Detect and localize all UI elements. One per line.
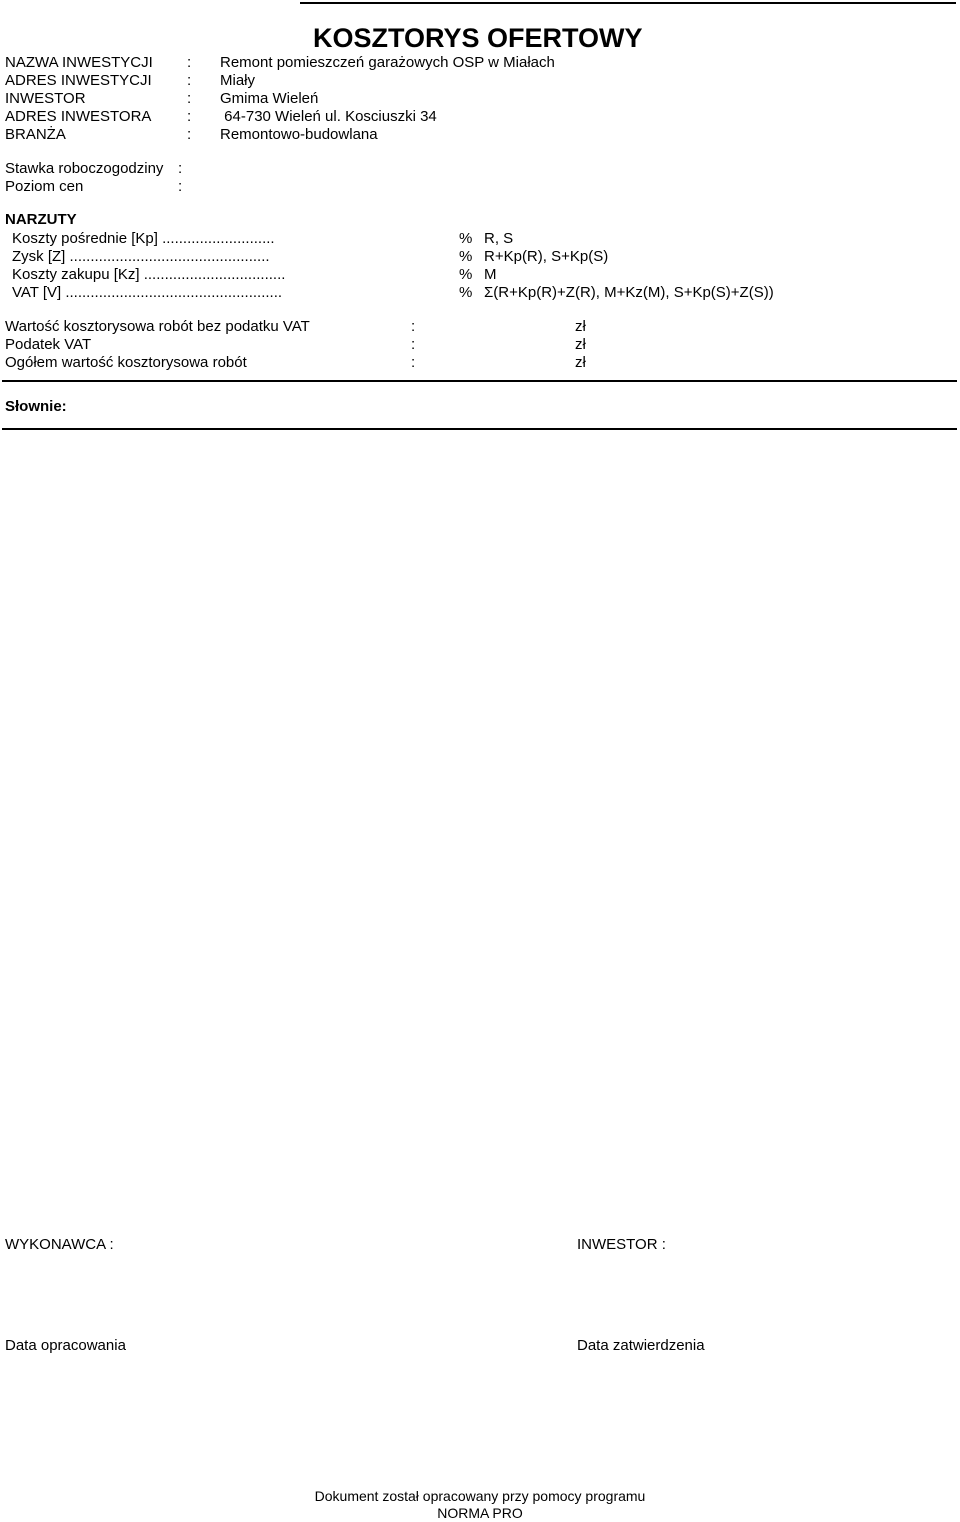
header-value-inwestor: Gmima Wieleń xyxy=(220,90,319,107)
header-value-nazwa: Remont pomieszczeń garażowych OSP w Miałach xyxy=(220,54,555,71)
header-sep-adres-inwestycji: : xyxy=(187,72,192,89)
narzut-unit-kp: % xyxy=(459,230,473,247)
header-label-adres-inwestora: ADRES INWESTORA xyxy=(5,108,152,125)
total-currency-netto: zł xyxy=(575,318,586,335)
narzuty-heading: NARZUTY xyxy=(5,211,77,228)
header-sep-adres-inwestora: : xyxy=(187,108,192,125)
total-label-ogolem: Ogółem wartość kosztorysowa robót xyxy=(5,354,247,371)
total-label-netto: Wartość kosztorysowa robót bez podatku VAT xyxy=(5,318,310,335)
document-title: KOSZTORYS OFERTOWY xyxy=(313,23,643,53)
narzut-basis-vat: Σ(R+Kp(R)+Z(R), M+Kz(M), S+Kp(S)+Z(S)) xyxy=(484,284,774,301)
header-value-adres-inwestycji: Miały xyxy=(220,72,256,89)
narzut-label-vat: VAT [V] .................................................... xyxy=(12,284,283,301)
rate-label-stawka: Stawka roboczogodziny xyxy=(5,160,164,177)
data-zatwierdzenia-label: Data zatwierdzenia xyxy=(577,1337,705,1354)
header-sep-nazwa: : xyxy=(187,54,192,71)
rate-sep-stawka: : xyxy=(178,160,183,177)
header-label-inwestor: INWESTOR xyxy=(5,90,86,107)
rate-label-poziom: Poziom cen xyxy=(5,178,84,195)
header-value-branza: Remontowo-budowlana xyxy=(220,126,378,143)
narzut-label-kp: Koszty pośrednie [Kp] ........................... xyxy=(12,230,275,247)
narzut-basis-kp: R, S xyxy=(484,230,514,247)
narzut-label-z: Zysk [Z] ................................................ xyxy=(12,248,270,265)
header-value-adres-inwestora: 64-730 Wieleń ul. Kosciuszki 34 xyxy=(220,108,437,125)
total-label-vat: Podatek VAT xyxy=(5,336,92,353)
header-label-adres-inwestycji: ADRES INWESTYCJI xyxy=(5,72,152,89)
narzut-basis-z: R+Kp(R), S+Kp(S) xyxy=(484,248,609,265)
footer xyxy=(0,1488,960,1522)
data-opracowania-label: Data opracowania xyxy=(5,1337,126,1354)
total-sep-ogolem: : xyxy=(411,354,416,371)
header-label-branza: BRANŻA xyxy=(5,126,66,143)
narzut-unit-vat: % xyxy=(459,284,473,301)
header-sep-inwestor: : xyxy=(187,90,192,107)
inwestor-signature-label: INWESTOR : xyxy=(577,1236,666,1253)
narzut-label-kz: Koszty zakupu [Kz] .................................. xyxy=(12,266,286,283)
total-currency-ogolem: zł xyxy=(575,354,586,371)
rate-sep-poziom: : xyxy=(178,178,183,195)
footer-line-1: Dokument został opracowany przy pomocy programu xyxy=(314,1488,646,1504)
total-currency-vat: zł xyxy=(575,336,586,353)
slownie-label: Słownie: xyxy=(5,398,67,415)
total-sep-vat: : xyxy=(411,336,416,353)
footer-line-2: NORMA PRO xyxy=(437,1505,523,1521)
narzut-unit-kz: % xyxy=(459,266,473,283)
totals-rule xyxy=(2,380,957,382)
header-label-nazwa: NAZWA INWESTYCJI xyxy=(5,54,153,71)
total-sep-netto: : xyxy=(411,318,416,335)
header-sep-branza: : xyxy=(187,126,192,143)
slownie-rule xyxy=(2,428,957,430)
top-rule xyxy=(300,2,956,4)
narzut-basis-kz: M xyxy=(484,266,497,283)
wykonawca-label: WYKONAWCA : xyxy=(5,1236,114,1253)
narzut-unit-z: % xyxy=(459,248,473,265)
